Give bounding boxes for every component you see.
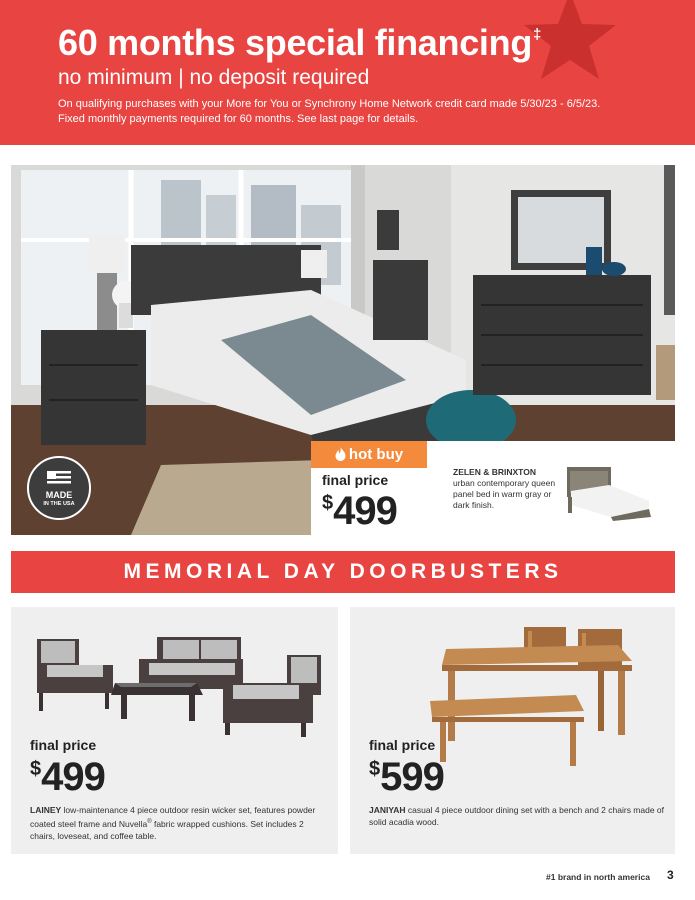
final-price: $599 [369,755,444,799]
flame-icon [335,447,346,461]
bedroom-hero-photo[interactable] [11,165,675,535]
financing-headline: 60 months special financing‡ [58,22,542,63]
final-price-label: final price [322,472,389,488]
hot-buy-label: hot buy [348,446,404,463]
bed-thumbnail-image[interactable] [563,465,655,521]
product-name: LAINEY [30,805,62,815]
final-price: $499 [322,489,397,533]
product-description: LAINEY low-maintenance 4 piece outdoor resin wicker set, features powder coated steel frame and Nuvella® fabric wrapped cushions. Set includes 2 chairs, loveseat, and coffee table. [30,805,316,841]
double-dagger-mark: ‡ [533,26,542,43]
hot-buy-tag [311,441,427,468]
product-card-lainey[interactable] [11,607,338,854]
product-name: ZELEN & BRINXTON [453,467,536,477]
page-number: 3 [667,868,674,882]
financing-banner [0,0,695,145]
badge-text-made: MADE [45,490,73,500]
memorial-day-doorbusters-header: MEMORIAL DAY DOORBUSTERS [11,551,675,593]
hero-price-box [311,441,675,535]
product-description: JANIYAH casual 4 piece outdoor dining set with a bench and 2 chairs made of solid acadia wood. [369,805,665,827]
financing-subheadline: no minimum | no deposit required [58,66,370,89]
product-card-janiyah[interactable] [350,607,675,854]
financing-fine-print: On qualifying purchases with your More for You or Synchrony Home Network credit card made 5/30/23 - 6/5/23. Fixed monthly payments required for 60 months. See last page for details. [58,98,601,125]
brand-tagline: #1 brand in north america [546,872,650,882]
outdoor-wicker-set-image [11,607,338,737]
product-name: JANIYAH [369,805,406,815]
badge-text-usa: IN THE USA [43,501,75,507]
final-price-label: final price [30,737,97,753]
made-in-usa-badge [27,456,91,520]
final-price-label: final price [369,737,436,753]
flag-icon [47,471,71,487]
product-description: ZELEN & BRINXTON urban contemporary queen panel bed in warm gray or dark finish. [453,467,556,510]
registered-mark: ® [147,819,152,825]
final-price: $499 [30,755,105,799]
